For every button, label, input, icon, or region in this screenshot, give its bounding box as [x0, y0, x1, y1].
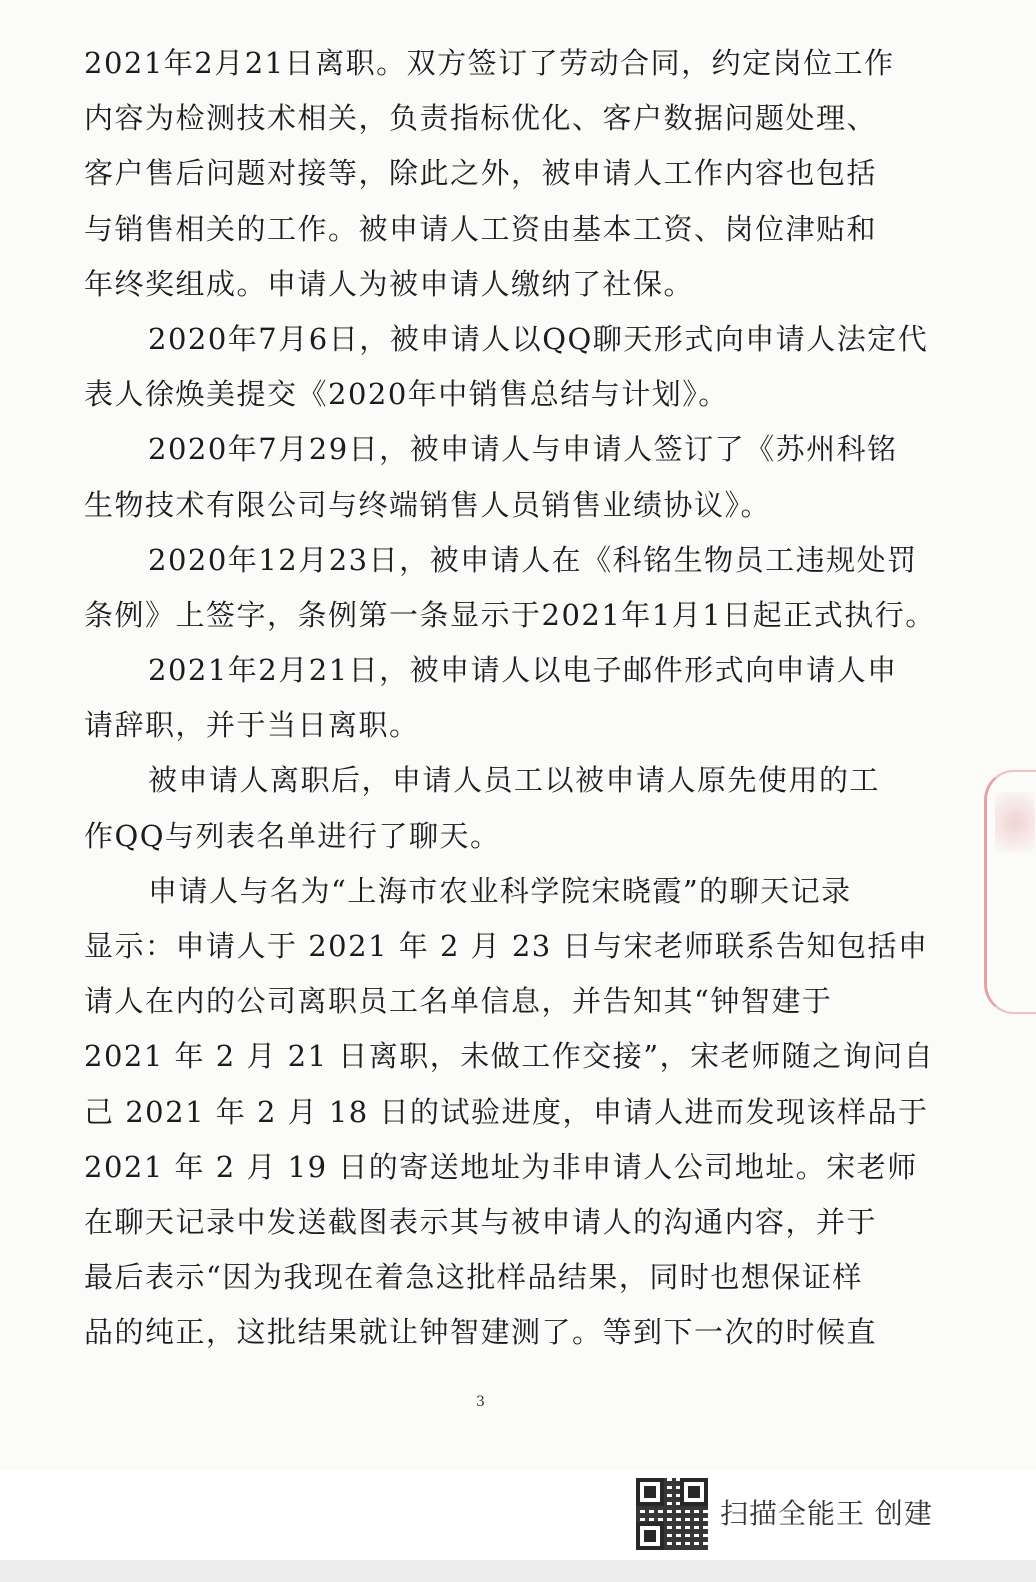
text-line: 2020年7月29日，被申请人与申请人签订了《苏州科铭 [148, 432, 898, 467]
text-line: 2021年2月21日离职。双方签订了劳动合同，约定岗位工作 [84, 46, 895, 80]
scanner-watermark: 扫描全能王 创建 [720, 1497, 933, 1530]
text-line: 2021年2月21日，被申请人以电子邮件形式向申请人申 [148, 653, 898, 688]
page-number: 3 [476, 1394, 485, 1410]
text-line: 表人徐焕美提交《2020年中销售总结与计划》。 [84, 377, 729, 412]
text-line: 请人在内的公司离职员工名单信息，并告知其“钟智建于 [84, 984, 833, 1019]
document-body [84, 36, 936, 1361]
text-line: 最后表示“因为我现在着急这批样品结果，同时也想保证样 [84, 1260, 863, 1295]
qr-code-icon [636, 1478, 708, 1550]
paragraph [84, 422, 898, 532]
text-line: 品的纯正，这批结果就让钟智建测了。等到下一次的时候直 [84, 1315, 878, 1350]
paragraph [84, 753, 894, 863]
seal-ink [995, 792, 1035, 852]
text-line: 2020年12月23日，被申请人在《科铭生物员工违规处罚 [148, 542, 918, 577]
text-line: 显示：申请人于 2021 年 2 月 23 日与宋老师联系告知包括申 [84, 929, 929, 963]
text-line: 请辞职，并于当日离职。 [84, 708, 420, 743]
paragraph [84, 312, 929, 422]
red-seal-stamp [984, 770, 1036, 1014]
bottom-strip [0, 1560, 1036, 1582]
text-line: 作QQ与列表名单进行了聊天。 [84, 818, 501, 853]
text-line: 与销售相关的工作。被申请人工资由基本工资、岗位津贴和 [84, 211, 878, 246]
text-line: 内容为检测技术相关，负责指标优化、客户数据问题处理、 [84, 101, 878, 136]
paragraph [84, 533, 936, 643]
text-line: 2021 年 2 月 19 日的寄送地址为非申请人公司地址。宋老师 [84, 1149, 918, 1184]
text-line: 客户售后问题对接等，除此之外，被申请人工作内容也包括 [84, 156, 878, 191]
paragraph [84, 864, 935, 1361]
paragraph [84, 36, 894, 312]
text-line: 在聊天记录中发送截图表示其与被申请人的沟通内容，并于 [84, 1204, 878, 1239]
text-line: 2020年7月6日，被申请人以QQ聊天形式向申请人法定代 [148, 321, 929, 356]
text-line: 条例》上签字，条例第一条显示于2021年1月1日起正式执行。 [84, 597, 936, 632]
text-line: 2021 年 2 月 21 日离职，未做工作交接”，宋老师随之询问自 [84, 1039, 935, 1074]
paragraph [84, 643, 898, 753]
text-line: 己 2021 年 2 月 18 日的试验进度，申请人进而发现该样品于 [84, 1094, 929, 1129]
text-line: 生物技术有限公司与终端销售人员销售业绩协议》。 [84, 487, 772, 522]
text-line: 被申请人离职后，申请人员工以被申请人原先使用的工 [148, 763, 881, 798]
text-line: 年终奖组成。申请人为被申请人缴纳了社保。 [84, 266, 695, 301]
text-line: 申请人与名为“上海市农业科学院宋晓霞”的聊天记录 [148, 873, 852, 908]
